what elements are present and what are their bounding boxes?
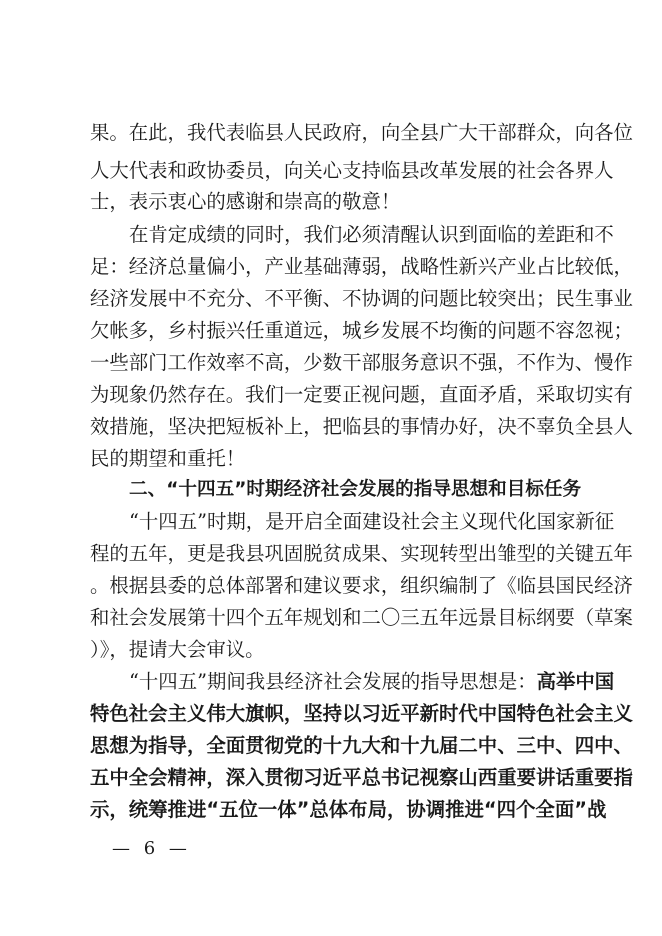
paragraph-line: 士，表示衷心的感谢和崇高的敬意！: [90, 190, 401, 213]
paragraph-line: 为现象仍然存在。我们一定要正视问题，直面矛盾，采取切实有: [90, 383, 633, 406]
paragraph-line: 果。在此，我代表临县人民政府，向全县广大干部群众，向各位: [90, 121, 633, 144]
paragraph-line: [90, 539, 633, 569]
text-run-bold: 高举中国: [536, 670, 615, 693]
paragraph-line: 。根据县委的总体部署和建议要求，组织编制了《临县国民经济: [90, 574, 633, 597]
paragraph-line: 民的期望和重托！: [90, 447, 246, 470]
text-run: “十四五”期间我县经济社会发展的指导思想是：: [129, 670, 537, 693]
paragraph-line-bold: 五中全会精神，深入贯彻习近平总书记视察山西重要讲话重要指: [90, 766, 633, 789]
text-run: 的五年，更是我县巩固脱贫成果、实现转型出雏型的关键五年: [109, 542, 633, 565]
paragraph-line: 欠帐多，乡村振兴任重道远，城乡发展不均衡的问题不容忽视；: [90, 319, 633, 342]
paragraph-line: 一些部门工作效率不高，少数干部服务意识不强，不作为、慢作: [90, 351, 633, 374]
paragraph-line: 效措施，坚决把短板补上，把临县的事情办好，决不辜负全县人: [90, 415, 633, 438]
paragraph-line: [129, 507, 615, 537]
text-run-sans: 全面建设社会主义现代化国家新征: [323, 510, 615, 533]
paragraph-line: 在肯定成绩的同时，我们必须清醒认识到面临的差距和不: [129, 223, 614, 246]
paragraph-line: 人大代表和政协委员，向关心支持临县改革发展的社会各界人: [90, 159, 614, 182]
paragraph-line: 经济发展中不充分、不平衡、不协调的问题比较突出；民生事业: [90, 287, 633, 310]
paragraph-line: 和社会发展第十四个五年规划和二〇三五年远景目标纲要（草案: [90, 606, 633, 629]
paragraph-line-bold: 示，统筹推进“五位一体”总体布局，协调推进“四个全面”战: [90, 798, 607, 821]
paragraph-line-bold: 特色社会主义伟大旗帜，坚持以习近平新时代中国特色社会主义: [90, 702, 633, 725]
paragraph-line: ）》，提请大会审议。: [90, 638, 265, 661]
text-run: “十四五”时期，是开启: [129, 510, 324, 533]
section-heading: 二、“十四五”时期经济社会发展的指导思想和目标任务: [129, 479, 582, 500]
paragraph-line: [129, 667, 615, 697]
paragraph-line-bold: 思想为指导，全面贯彻党的十九大和十九届二中、三中、四中、: [90, 734, 633, 757]
text-run-sans: 程: [90, 542, 110, 565]
paragraph-line: 足：经济总量偏小，产业基础薄弱，战略性新兴产业占比较低，: [90, 255, 633, 278]
page-number: — 6 —: [112, 838, 191, 859]
